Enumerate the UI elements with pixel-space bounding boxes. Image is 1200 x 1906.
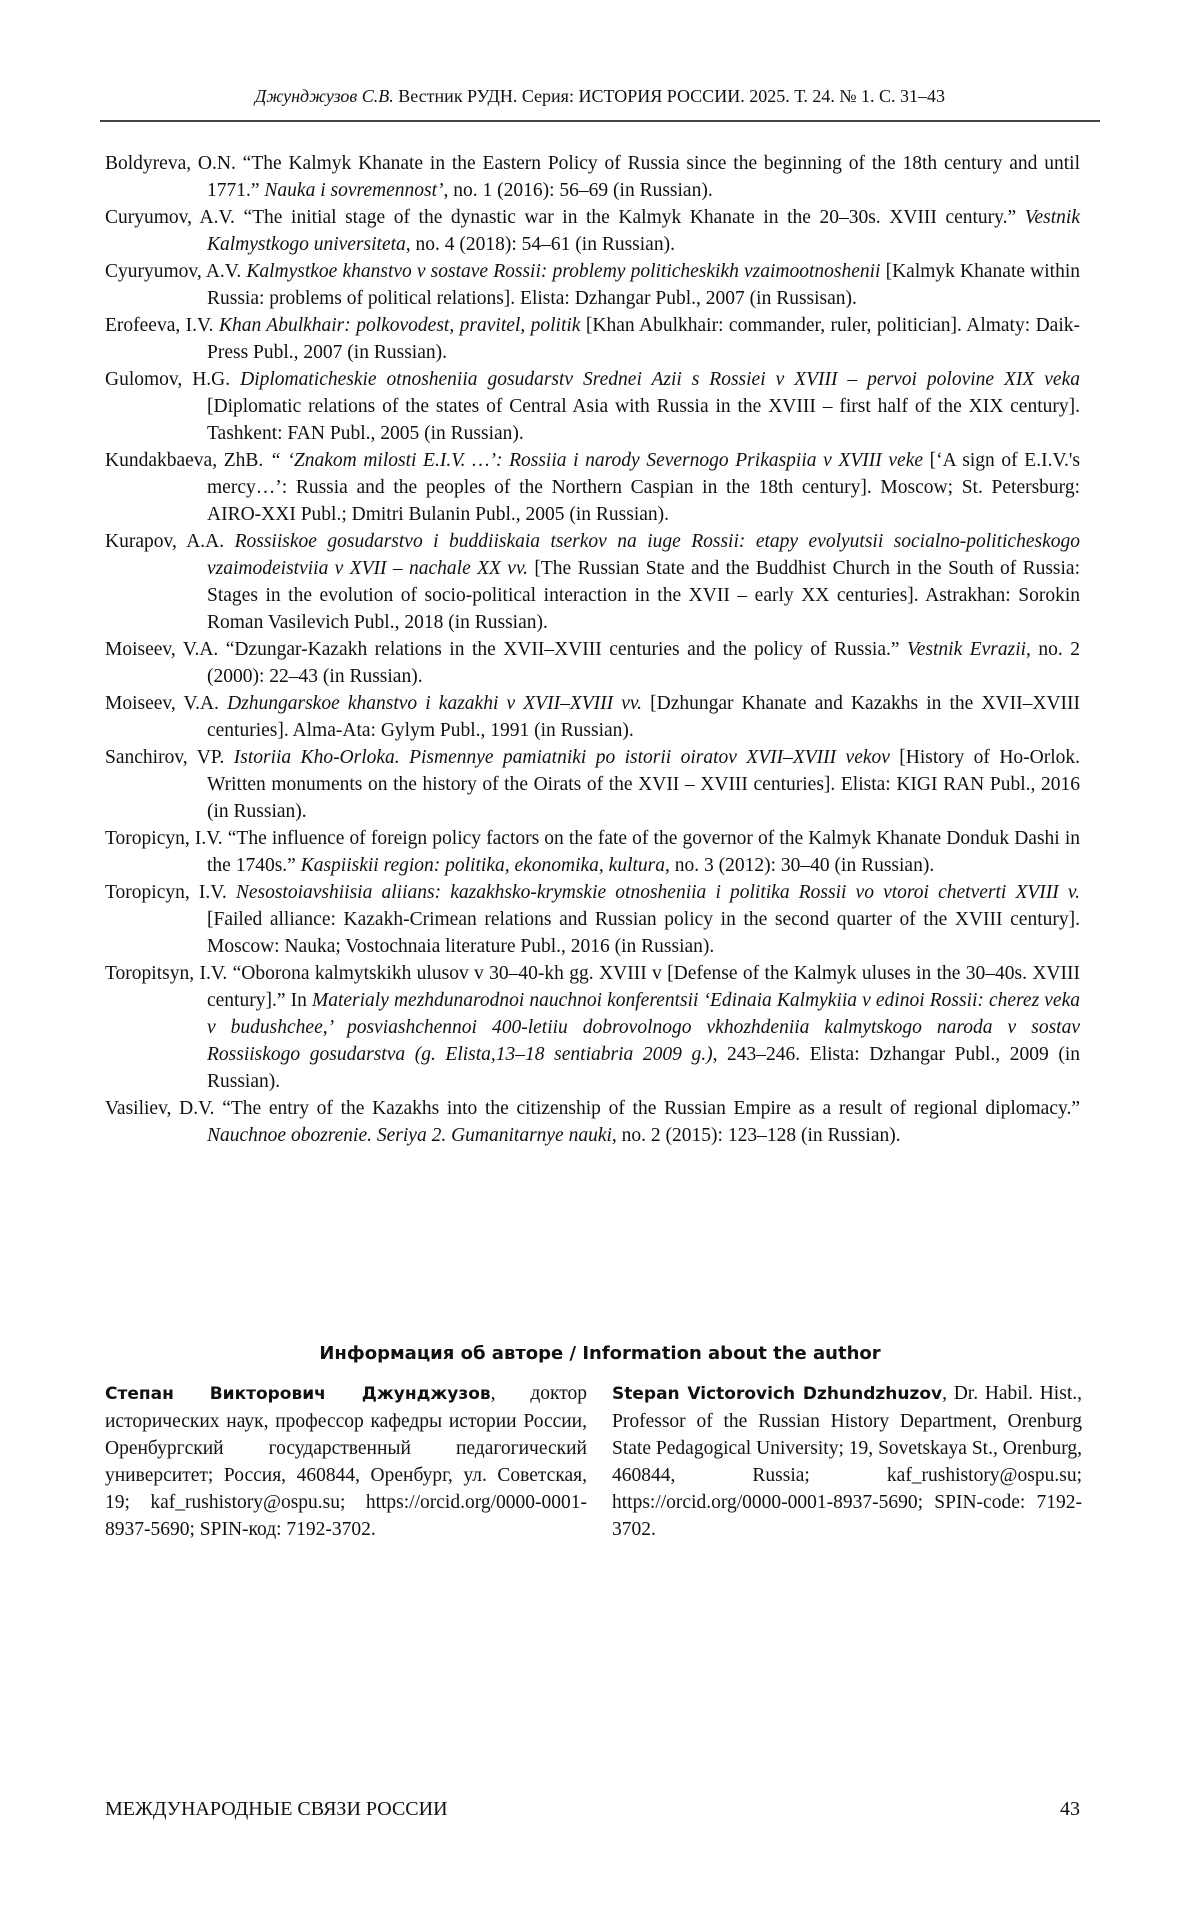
author-name-ru: Степан Викторович Джунджузов	[105, 1384, 491, 1404]
author-text-ru: , доктор исторических наук, профессор кафедры истории России, Оренбургский государственный педагогический университет; Россия, 460844, Оренбург, ул. Советская, 19; kaf_rushistory@ospu.su; https://orcid.org/0000-0001-8937-5690; SPIN-код: 7192-3702.	[105, 1383, 587, 1540]
reference-item	[105, 150, 1080, 204]
reference-title-italic: Vestnik Kalmystkogo universiteta	[207, 207, 1080, 255]
reference-title-italic: Rossiiskoe gosudarstvo i buddiiskaia tserkov na iuge Rossii: etapy evolyutsii socialno-politicheskogo vzaimodeistviia v XVII – nachale XX vv.	[207, 531, 1080, 579]
author-text-en: , Dr. Habil. Hist., Professor of the Russian History Department, Orenburg State Pedagogical University; 19, Sovetskaya St., Orenburg, 460844, Russia; kaf_rushistory@ospu.su; https://orcid.org/0000-0001-8937-5690; SPIN-code: 7192-3702.	[612, 1383, 1082, 1540]
reference-text: Boldyreva, O.N. “The Kalmyk Khanate in the Eastern Policy of Russia since the beginning of the 18th century and until 1771.”	[105, 153, 1080, 201]
reference-text: Gulomov, H.G.	[105, 369, 240, 390]
page-number: 43	[1060, 1798, 1080, 1821]
reference-text: Vasiliev, D.V. “The entry of the Kazakhs into the citizenship of the Russian Empire as a result of regional diplomacy.”	[105, 1098, 1080, 1119]
reference-text: Kurapov, A.A.	[105, 531, 235, 552]
reference-item	[105, 690, 1080, 744]
reference-text: Moiseev, V.A.	[105, 693, 227, 714]
reference-title-italic: Khan Abulkhair: polkovodest, pravitel, politik	[219, 315, 581, 336]
reference-list	[105, 150, 1080, 1149]
reference-item	[105, 528, 1080, 636]
reference-text: Cyuryumov, A.V.	[105, 261, 246, 282]
reference-text: , 243–246. Elista: Dzhangar Publ., 2009 (in Russian).	[207, 1044, 1080, 1092]
reference-title-italic: Materialy mezhdunarodnoi nauchnoi konferentsii ‘Edinaia Kalmykiia v edinoi Rossii: cherez veka v budushchee,’ posviashchennoi 400-letiiu dobrovolnogo vkhozhdeniia kalmytskogo naroda v sostav Rossiiskogo gosudarstva (g. Elista,13–18 sentiabria 2009 g.)	[207, 990, 1080, 1065]
reference-title-italic: Nauchnoe obozrenie. Seriya 2. Gumanitarnye nauki	[207, 1125, 612, 1146]
reference-text: Curyumov, A.V. “The initial stage of the dynastic war in the Kalmyk Khanate in the 20–30s. XVIII century.”	[105, 207, 1025, 228]
author-info-ru	[105, 1380, 587, 1543]
author-name-en: Stepan Victorovich Dzhundzhuzov	[612, 1384, 942, 1404]
reference-title-italic: Dzhungarskoe khanstvo i kazakhi v XVII–XVIII vv.	[227, 693, 642, 714]
reference-item	[105, 636, 1080, 690]
reference-title-italic: Kaspiiskii region: politika, ekonomika, kultura	[301, 855, 665, 876]
reference-text: [History of Ho-Orlok. Written monuments on the history of the Oirats of the XVII – XVIII centuries]. Elista: KIGI RAN Publ., 2016 (in Russian).	[207, 747, 1080, 822]
reference-text: , no. 2 (2000): 22–43 (in Russian).	[207, 639, 1080, 687]
reference-item	[105, 447, 1080, 528]
reference-item	[105, 744, 1080, 825]
header-author: Джунджузов С.В.	[255, 86, 394, 106]
reference-text: [Dzhungar Khanate and Kazakhs in the XVII–XVIII centuries]. Alma-Ata: Gylym Publ., 1991 (in Russian).	[207, 693, 1080, 741]
author-info-en	[612, 1380, 1082, 1543]
reference-text: Erofeeva, I.V.	[105, 315, 219, 336]
reference-text: [The Russian State and the Buddhist Church in the South of Russia: Stages in the evolution of socio-political interaction in the XVII – early XX centuries]. Astrakhan: Sorokin Roman Vasilevich Publ., 2018 (in Russian).	[207, 558, 1080, 633]
reference-text: , no. 3 (2012): 30–40 (in Russian).	[665, 855, 934, 876]
reference-item	[105, 258, 1080, 312]
reference-item	[105, 879, 1080, 960]
reference-item	[105, 204, 1080, 258]
reference-text: Toropicyn, I.V.	[105, 882, 236, 903]
reference-item	[105, 960, 1080, 1095]
author-info-heading: Информация об авторе / Information about the author	[100, 1343, 1100, 1364]
reference-text: Toropicyn, I.V. “The influence of foreign policy factors on the fate of the governor of the Kalmyk Khanate Donduk Dashi in the 1740s.”	[105, 828, 1080, 876]
reference-item	[105, 366, 1080, 447]
header-rule	[100, 120, 1100, 122]
reference-text: [Failed alliance: Kazakh-Crimean relations and Russian policy in the second quarter of the XVIII century]. Moscow: Nauka; Vostochnaia literature Publ., 2016 (in Russian).	[207, 909, 1080, 957]
reference-text: [‘A sign of E.I.V.'s mercy…’: Russia and the peoples of the Northern Caspian in the 18th century]. Moscow; St. Petersburg: AIRO-XXI Publ.; Dmitri Bulanin Publ., 2005 (in Russian).	[207, 450, 1080, 525]
reference-text: Moiseev, V.A. “Dzungar-Kazakh relations in the XVII–XVIII centuries and the policy of Russia.”	[105, 639, 907, 660]
reference-item	[105, 1095, 1080, 1149]
reference-title-italic: Diplomaticheskie otnosheniia gosudarstv Srednei Azii s Rossiei v XVIII – pervoi polovine XIX veka	[240, 369, 1080, 390]
reference-text: [Diplomatic relations of the states of Central Asia with Russia in the XVIII – first half of the XIX century]. Tashkent: FAN Publ., 2005 (in Russian).	[207, 396, 1080, 444]
reference-title-italic: Nesostoiavshiisia aliians: kazakhsko-krymskie otnosheniia i politika Rossii vo vtoroi chetverti XVIII v.	[236, 882, 1080, 903]
reference-title-italic: Kalmystkoe khanstvo v sostave Rossii: problemy politicheskikh vzaimootnoshenii	[246, 261, 880, 282]
footer-journal: МЕЖДУНАРОДНЫЕ СВЯЗИ РОССИИ	[105, 1798, 448, 1821]
reference-text: Sanchirov, VP.	[105, 747, 234, 768]
reference-text: Toropitsyn, I.V. “Oborona kalmytskikh ulusov v 30–40-kh gg. XVIII v [Defense of the Kalmyk uluses in the 30–40s. XVIII century].” In	[105, 963, 1080, 1011]
reference-title-italic: Vestnik Evrazii	[907, 639, 1026, 660]
reference-text: , no. 2 (2015): 123–128 (in Russian).	[612, 1125, 901, 1146]
reference-item	[105, 825, 1080, 879]
reference-text: [Kalmyk Khanate within Russia: problems of political relations]. Elista: Dzhangar Publ., 2007 (in Russisan).	[207, 261, 1080, 309]
reference-title-italic: “ ‘Znakom milosti E.I.V. …’: Rossiia i narody Severnogo Prikaspiia v XVIII veke	[270, 450, 923, 471]
running-header	[100, 86, 1100, 107]
reference-text: Kundakbaeva, ZhB.	[105, 450, 270, 471]
reference-item	[105, 312, 1080, 366]
header-journal: Вестник РУДН. Серия: ИСТОРИЯ РОССИИ. 2025. Т. 24. № 1. С. 31–43	[394, 86, 945, 106]
reference-title-italic: Istoriia Kho-Orloka. Pismennye pamiatniki po istorii oiratov XVII–XVIII vekov	[234, 747, 890, 768]
reference-text: [Khan Abulkhair: commander, ruler, politician]. Almaty: Daik-Press Publ., 2007 (in Russian).	[207, 315, 1080, 363]
reference-title-italic: Nauka i sovremennost’	[264, 180, 443, 201]
reference-text: , no. 4 (2018): 54–61 (in Russian).	[406, 234, 675, 255]
reference-text: , no. 1 (2016): 56–69 (in Russian).	[444, 180, 713, 201]
